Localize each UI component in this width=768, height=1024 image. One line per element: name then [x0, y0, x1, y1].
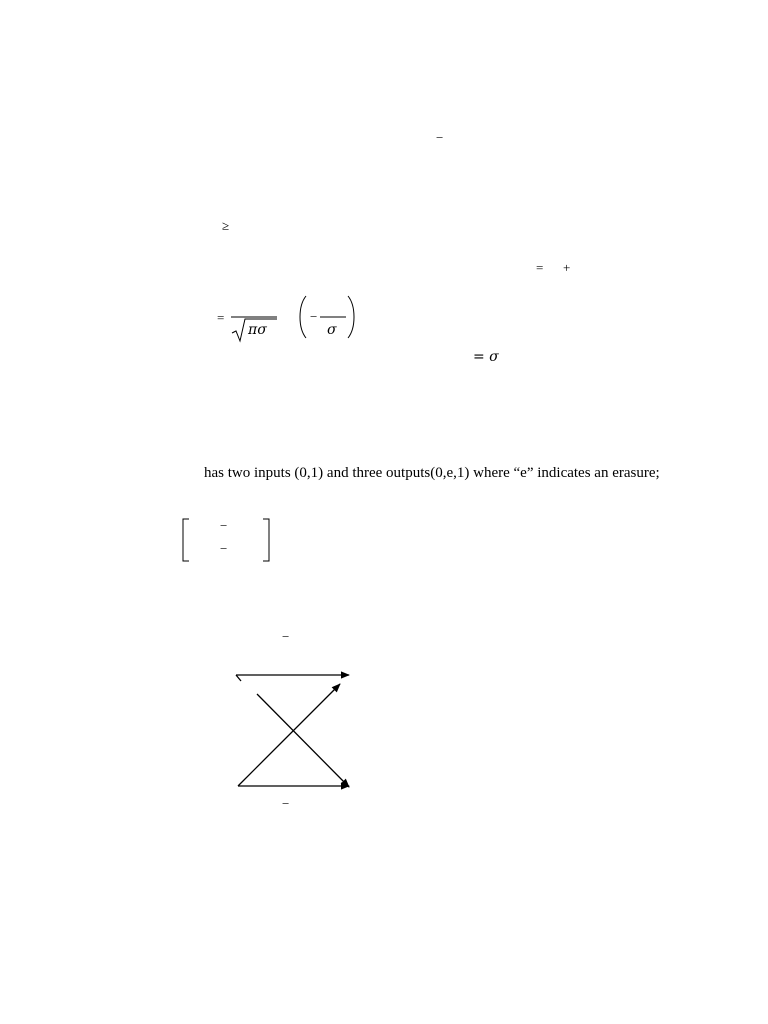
- equation-3-plus: +: [563, 260, 571, 275]
- equation-4-pi-sigma: πσ: [248, 322, 267, 338]
- equation-3-equals: =: [536, 260, 544, 275]
- diagram-bottom-minus: −: [282, 796, 290, 811]
- arrow-diagonal-up: [238, 684, 340, 786]
- bec-description: has two inputs (0,1) and three outputs(0,e,1) where “e” indicates an erasure;: [204, 465, 660, 481]
- equation-1-minus: −: [436, 130, 444, 145]
- arrow-top-tick: [236, 675, 241, 681]
- equation-5-equals-sigma: = σ: [473, 349, 499, 365]
- equation-4-equals: =: [217, 310, 225, 325]
- equation-4-sigma: σ: [327, 322, 337, 338]
- matrix-row2-minus: −: [220, 541, 228, 556]
- arrow-diagonal-down: [257, 694, 349, 787]
- equation-2-geq: ≥: [222, 218, 230, 233]
- matrix-row1-minus: −: [220, 518, 228, 533]
- diagram-top-minus: −: [282, 629, 290, 644]
- equation-4-minus: −: [310, 309, 318, 324]
